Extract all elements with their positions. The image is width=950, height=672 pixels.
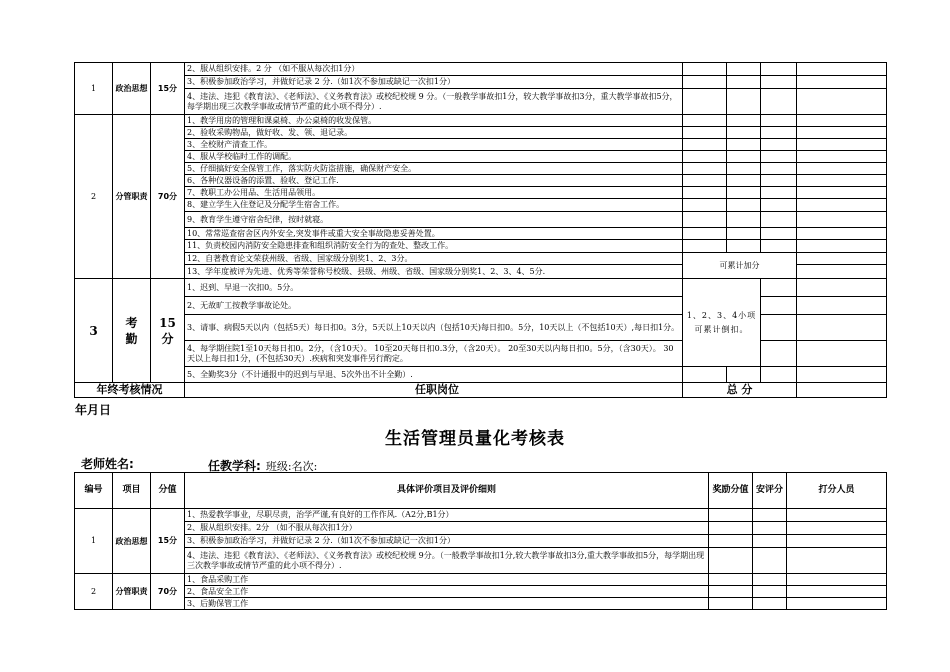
criteria-item: 3、积极参加政治学习，并做好记录 2 分.（如1次不参加或缺记一次扣1分）	[185, 535, 709, 548]
criteria-item: 2、无故旷工按教学事故论处。	[185, 297, 683, 315]
teacher-name-label: 老师姓名:	[81, 457, 134, 471]
header-scorer: 打分人员	[787, 473, 887, 509]
subject-label: 任教学科:	[208, 459, 261, 473]
section-points: 70分	[151, 115, 185, 279]
section-project: 分管职责	[113, 115, 151, 279]
criteria-item: 8、建立学生入住登记及分配学生宿舍工作。	[185, 199, 683, 212]
section-project: 政治思想	[113, 509, 151, 574]
section-number: 2	[75, 574, 113, 610]
criteria-item: 3、后勤保管工作	[185, 598, 709, 610]
criteria-item: 5、全勤奖3分（不计通报中的迟到与早退、5次外出不计全勤）.	[185, 367, 683, 383]
date-line: 年月日	[75, 403, 112, 417]
total-score-label: 总 分	[683, 383, 797, 398]
criteria-item: 1、热爱教学事业，尽职尽责，治学严谨,有良好的工作作风.（A2分,B1分）	[185, 509, 709, 522]
section-number: 2	[75, 115, 113, 279]
section-points: 15分	[151, 509, 185, 574]
criteria-item: 6、各种仪器设备的添置、验收、登记工作.	[185, 175, 683, 187]
criteria-item: 2、服从组织安排。2 分 （如不服从每次扣1分）	[185, 63, 683, 76]
criteria-item: 1、迟到、早退一次扣0。5分。	[185, 279, 683, 297]
page-title: 生活管理员量化考核表	[385, 429, 565, 449]
criteria-item: 11、负责校园内消防安全隐患排查和组织消防安全行为的查处、整改工作。	[185, 240, 683, 253]
criteria-item: 1、食品采购工作	[185, 574, 709, 586]
criteria-item: 3、全校财产清查工作。	[185, 139, 683, 151]
header-security: 安评分	[753, 473, 787, 509]
criteria-item: 4、每学期住院1至10天每日扣0。2分，（含10天）。 10至20天每日扣0.3分，（含20天）。 20至30天以内每日扣0。5分，（含30天）。 30天以上每日扣1分，(不包括30天）.疾病和突发事件另行酌定。	[185, 341, 683, 367]
criteria-item: 9、教育学生遵守宿舍纪律，按时就寝。	[185, 212, 683, 228]
assessment-table	[74, 472, 887, 610]
header-points: 分值	[151, 473, 185, 509]
header-detail: 具体评价项目及评价细则	[185, 473, 709, 509]
header-number: 编号	[75, 473, 113, 509]
post-label: 任职岗位	[185, 383, 683, 398]
section-project: 政治思想	[113, 63, 151, 115]
section-number: 1	[75, 63, 113, 115]
section-number: 3	[75, 279, 113, 383]
criteria-item: 10、常常巡查宿舍区内外安全,突发事件或重大安全事故隐患妥善处置。	[185, 228, 683, 240]
criteria-item: 4、违法、违犯《教育法》、《老师法》、《义务教育法》或校纪校规 9分。（一般教学事故扣1分,较大教学事故扣3分,重大教学事故扣5分，每学期出现三次教学事故或情节严重的此小项不得分）.	[185, 548, 709, 574]
criteria-item: 13、学年度被评为先进、优秀等荣誉称号校级、县级、州级、省级、国家级分别奖1、2、3、4、5分.	[185, 265, 683, 279]
criteria-item: 7、教职工办公用品、生活用品领用。	[185, 187, 683, 199]
section-number: 1	[75, 509, 113, 574]
header-project: 项目	[113, 473, 151, 509]
section-points: 70分	[151, 574, 185, 610]
criteria-item: 2、服从组织安排。2分 （如不服从每次扣1分）	[185, 522, 709, 535]
criteria-item: 12、自著教育论文荣获州级、省级、国家级分别奖1、2、3分。	[185, 253, 683, 265]
criteria-item: 4、违法、违犯《教育法》、《老师法》、《义务教育法》或校纪校规 9 分。（一般教学事故扣1分，较大教学事故扣3分，重大教学事故扣5分，每学期出现三次教学事故或情节严重的此小项不得分）.	[185, 89, 683, 115]
section-project: 考勤	[113, 279, 151, 383]
criteria-item: 2、验收采购物品，做好收、发、领、退记录。	[185, 127, 683, 139]
criteria-item: 5、仔细搞好安全保管工作，落实防火防盗措施，确保财产安全。	[185, 163, 683, 175]
section-points: 15分	[151, 63, 185, 115]
annual-assessment-label: 年终考核情况	[75, 383, 185, 398]
criteria-item: 3、请事、病假5天以内（包括5天）每日扣0。3分，5天以上10天以内（包括10天)每日扣0。5分，10天以上（不包括10天）,每日扣1分。	[185, 315, 683, 341]
section-project: 分管职责	[113, 574, 151, 610]
criteria-item: 4、服从学校临时工作的调配。	[185, 151, 683, 163]
class-rank-label: 班级:名次:	[265, 460, 318, 473]
cumulative-bonus-note: 可累计加分	[683, 253, 797, 279]
header-reward: 奖励分值	[709, 473, 753, 509]
section-points: 15分	[151, 279, 185, 383]
assessment-table-continued	[74, 62, 887, 398]
cumulative-deduct-note: 1、2、3、4小项可累计倒扣。	[683, 279, 761, 367]
criteria-item: 2、食品安全工作	[185, 586, 709, 598]
criteria-item: 3、积极参加政治学习，并做好记录 2 分.（如1次不参加或缺记一次扣1分）	[185, 76, 683, 89]
criteria-item: 1、教学用房的管理和课桌椅、办公桌椅的收发保管。	[185, 115, 683, 127]
